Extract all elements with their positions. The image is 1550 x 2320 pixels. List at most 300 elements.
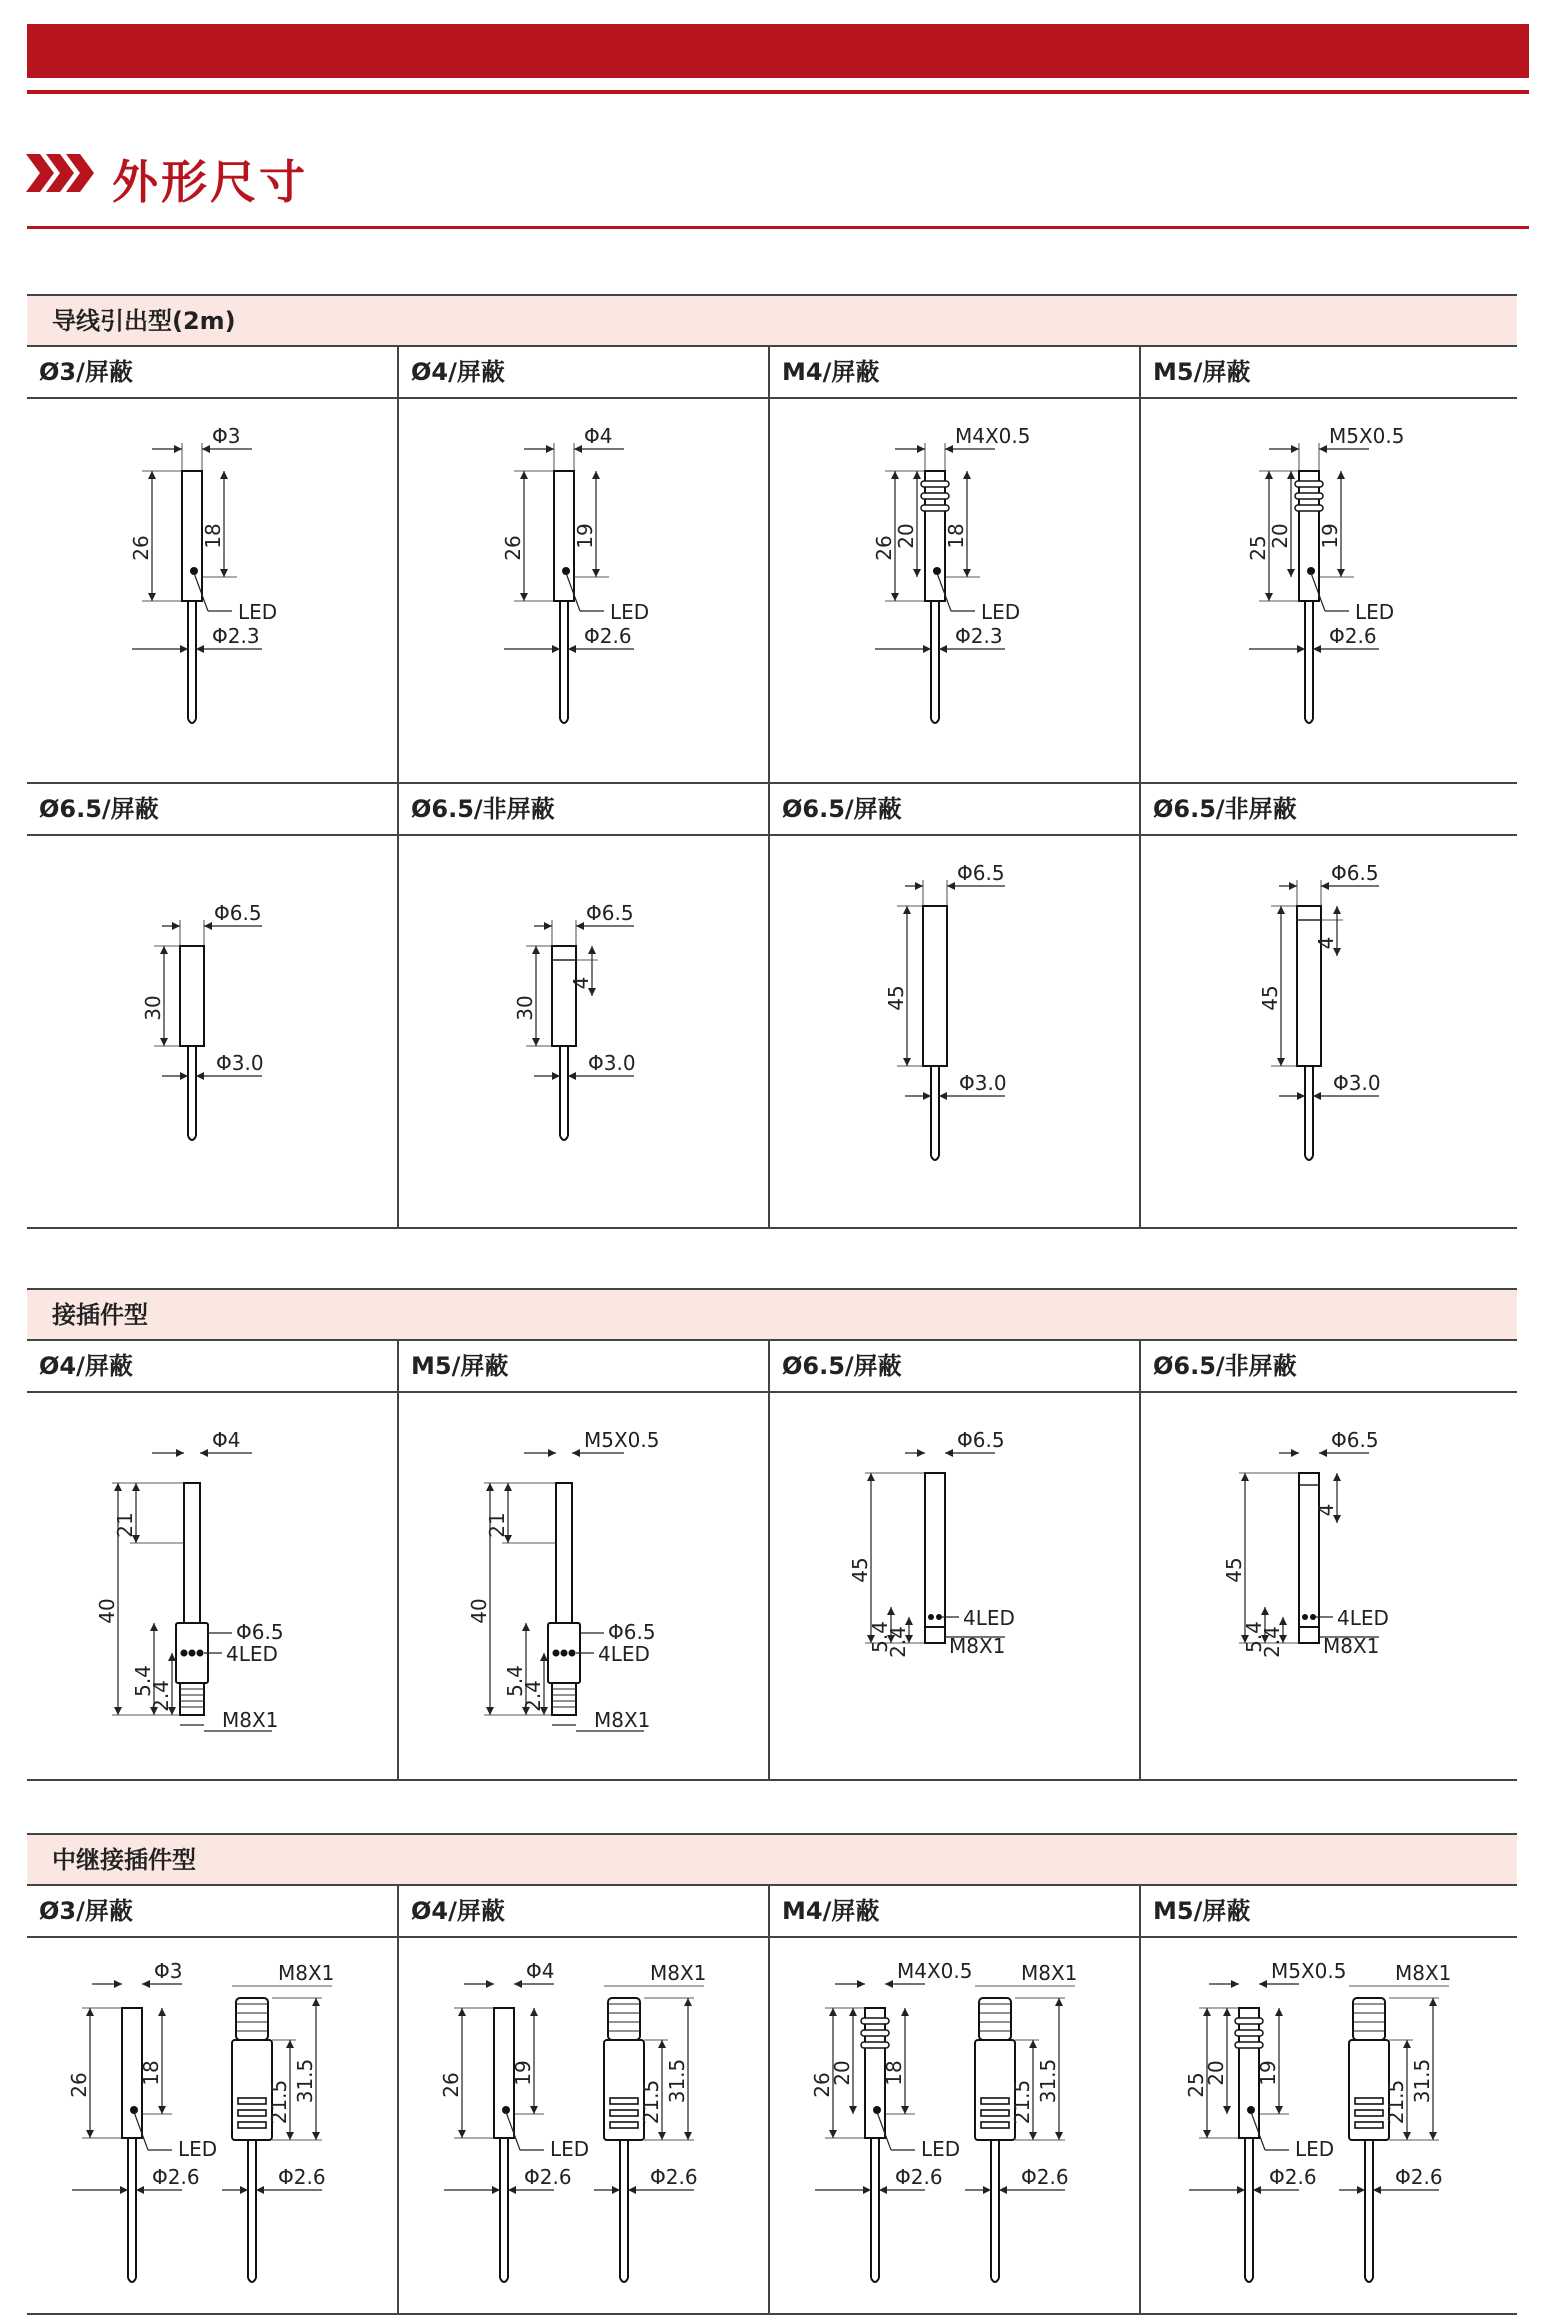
arrowhead	[1313, 645, 1321, 653]
drawing-cell	[399, 784, 770, 1229]
dim-label: 19	[1256, 2060, 1280, 2086]
cell-title: Ø6.5/屏蔽	[27, 784, 397, 836]
arrowhead	[849, 2008, 857, 2016]
grip-ring	[610, 2098, 638, 2104]
drawing-cell	[1141, 347, 1517, 784]
dim-label: M4X0.5	[897, 1959, 973, 1983]
cable-end	[128, 2278, 136, 2282]
cable-end	[188, 719, 196, 723]
arrowhead	[546, 445, 554, 453]
dim-label: 5.4	[503, 1665, 527, 1697]
cell-title: M4/屏蔽	[770, 1886, 1139, 1938]
cable-end	[1365, 2278, 1373, 2282]
cell-title: Ø6.5/屏蔽	[770, 784, 1139, 836]
dim-label: M4X0.5	[955, 424, 1031, 448]
drawing-group	[67, 1959, 334, 2282]
drawing-cell	[27, 347, 399, 784]
arrowhead	[530, 2008, 538, 2016]
dim-label: 45	[1258, 985, 1282, 1011]
thread-ring	[921, 505, 949, 511]
arrowhead	[532, 1038, 540, 1046]
drawing-area	[1141, 1938, 1517, 2313]
arrowhead	[148, 471, 156, 479]
arrowhead	[168, 1653, 176, 1661]
arrowhead	[1055, 2132, 1063, 2140]
dim-label: Φ2.3	[212, 624, 260, 648]
arrowhead	[120, 2186, 128, 2194]
dim-label: 4	[569, 976, 593, 990]
arrowhead	[1287, 471, 1295, 479]
dim-label: Φ3	[154, 1959, 183, 1983]
dim-label: 20	[1268, 523, 1292, 549]
arrowhead	[200, 1449, 208, 1457]
arrowhead	[999, 2186, 1007, 2194]
arrowhead	[913, 569, 921, 577]
arrowhead	[568, 1072, 576, 1080]
arrowhead	[1291, 1449, 1299, 1457]
drawing-grid	[27, 1341, 1517, 1781]
dim-label: Φ6.5	[1331, 861, 1379, 885]
arrowhead	[220, 569, 228, 577]
drawing-cell	[27, 1341, 399, 1781]
arrowhead	[1277, 906, 1285, 914]
arrowhead	[1237, 2186, 1245, 2194]
dim-label: M8X1	[278, 1961, 335, 1985]
dim-label: M8X1	[949, 1634, 1006, 1658]
arrowhead	[1279, 1617, 1287, 1625]
dim-label: Φ6.5	[1331, 1428, 1379, 1452]
connector-thread	[180, 1683, 204, 1715]
cable-end	[1245, 2278, 1253, 2282]
arrowhead	[544, 922, 552, 930]
arrowhead	[857, 1980, 865, 1988]
arrowhead	[160, 946, 168, 954]
drawing-area	[399, 1938, 768, 2313]
arrowhead	[1403, 2132, 1411, 2140]
dim-label: 5.4	[1242, 1621, 1266, 1653]
drawing-area	[399, 399, 768, 782]
dim-label: Φ2.6	[1269, 2165, 1317, 2189]
arrowhead	[196, 645, 204, 653]
drawing-cell	[27, 1886, 399, 2313]
arrowhead	[486, 1483, 494, 1491]
arrowhead	[132, 1483, 140, 1491]
dim-label: 45	[848, 1557, 872, 1583]
top-red-rule	[27, 90, 1529, 94]
dim-label: Φ2.3	[955, 624, 1003, 648]
dim-label: Φ3.0	[588, 1051, 636, 1075]
arrowhead	[1297, 1092, 1305, 1100]
cell-title: Ø4/屏蔽	[399, 347, 768, 399]
technical-drawing	[770, 836, 1139, 1227]
arrowhead	[1297, 645, 1305, 653]
cable-end	[620, 2278, 628, 2282]
drawing-group	[513, 901, 636, 1140]
drawing-cell	[770, 347, 1141, 784]
drawing-area	[27, 399, 397, 782]
cell-title: M4/屏蔽	[770, 347, 1139, 399]
drawing-group	[501, 424, 649, 723]
arrowhead	[891, 471, 899, 479]
arrowhead	[887, 1607, 895, 1615]
cell-title: M5/屏蔽	[1141, 347, 1517, 399]
sensor-body	[925, 1473, 945, 1627]
arrowhead	[1277, 1058, 1285, 1066]
dim-label: 26	[67, 2072, 91, 2098]
dim-label: Φ2.6	[1021, 2165, 1069, 2189]
cable-end	[188, 1136, 196, 1140]
arrowhead	[552, 645, 560, 653]
led-dot	[561, 1650, 568, 1657]
dim-label: Φ2.6	[152, 2165, 200, 2189]
dim-label: 26	[129, 535, 153, 561]
dim-label: 26	[810, 2072, 834, 2098]
arrowhead	[1321, 882, 1329, 890]
thread-ring	[1295, 493, 1323, 499]
connector-thread	[1299, 1627, 1319, 1643]
arrowhead	[202, 445, 210, 453]
arrowhead	[1319, 1449, 1327, 1457]
dim-label: 21.5	[639, 2079, 663, 2125]
dim-label: 26	[439, 2072, 463, 2098]
dim-label: LED	[921, 2137, 961, 2161]
dim-label: LED	[981, 600, 1021, 624]
arrowhead	[963, 471, 971, 479]
arrowhead	[114, 1707, 122, 1715]
arrowhead	[1203, 2130, 1211, 2138]
arrowhead	[1429, 1998, 1437, 2006]
top-red-bar	[27, 24, 1529, 78]
arrowhead	[572, 1449, 580, 1457]
dim-label: 4LED	[226, 1642, 278, 1666]
technical-drawing	[399, 399, 768, 782]
arrowhead	[939, 645, 947, 653]
arrowhead	[540, 1653, 548, 1661]
dim-label: M8X1	[594, 1708, 651, 1732]
arrowhead	[983, 2186, 991, 2194]
technical-drawing	[770, 399, 1139, 782]
arrowhead	[915, 882, 923, 890]
arrowhead	[1259, 1980, 1267, 1988]
led-dot	[553, 1650, 560, 1657]
arrowhead	[923, 1092, 931, 1100]
arrowhead	[1241, 1473, 1249, 1481]
technical-drawing	[1141, 836, 1517, 1227]
grip-ring	[1355, 2110, 1383, 2116]
arrowhead	[592, 569, 600, 577]
technical-drawing	[27, 836, 397, 1227]
dim-label: LED	[1295, 2137, 1335, 2161]
dim-label: M8X1	[1021, 1961, 1078, 1985]
cable-end	[871, 2278, 879, 2282]
arrowhead	[903, 1058, 911, 1066]
section-relay-connector	[27, 1833, 1517, 2313]
dim-label: Φ6.5	[586, 901, 634, 925]
drawing-grid	[27, 1886, 1517, 2313]
drawing-group	[1184, 1959, 1451, 2282]
arrowhead	[158, 2008, 166, 2016]
drawing-cell	[770, 1341, 1141, 1781]
arrowhead	[588, 946, 596, 954]
dim-label: 21.5	[1010, 2079, 1034, 2125]
grip-ring	[981, 2110, 1009, 2116]
dim-label: 30	[141, 995, 165, 1021]
arrowhead	[1265, 471, 1273, 479]
technical-drawing	[27, 1393, 397, 1779]
thread-ring	[921, 493, 949, 499]
dim-label: 4LED	[1337, 1606, 1389, 1630]
arrowhead	[204, 922, 212, 930]
dim-label: 20	[1204, 2060, 1228, 2086]
arrowhead	[1275, 2008, 1283, 2016]
arrowhead	[905, 1617, 913, 1625]
dim-label: 21.5	[1384, 2079, 1408, 2125]
dim-label: 18	[944, 523, 968, 549]
dim-label: Φ2.6	[1395, 2165, 1443, 2189]
arrowhead	[220, 471, 228, 479]
dim-label: 18	[139, 2060, 163, 2086]
drawing-cell	[770, 1886, 1141, 2313]
arrowhead	[963, 569, 971, 577]
arrowhead	[1287, 569, 1295, 577]
drawing-group	[1222, 1428, 1389, 1658]
dim-label: 20	[894, 523, 918, 549]
led-dot	[181, 1650, 188, 1657]
dim-label: LED	[178, 2137, 218, 2161]
dim-label: 21.5	[267, 2079, 291, 2125]
dim-label: 45	[884, 985, 908, 1011]
dim-label: 5.4	[868, 1621, 892, 1653]
grip-ring	[981, 2122, 1009, 2128]
drawing-area	[770, 1938, 1139, 2313]
arrowhead	[458, 2130, 466, 2138]
arrowhead	[1429, 2132, 1437, 2140]
grip-ring	[238, 2110, 266, 2116]
thread-ring	[921, 481, 949, 487]
dim-label: 18	[882, 2060, 906, 2086]
sensor-body	[1297, 906, 1321, 1066]
sensor-body	[180, 946, 204, 1046]
technical-drawing	[1141, 1938, 1517, 2313]
dim-label: 20	[830, 2060, 854, 2086]
grip-ring	[1355, 2122, 1383, 2128]
dim-label: M8X1	[1323, 1634, 1380, 1658]
technical-drawing	[399, 1938, 768, 2313]
arrowhead	[520, 593, 528, 601]
arrowhead	[514, 1980, 522, 1988]
technical-drawing	[1141, 1393, 1517, 1779]
arrowhead	[158, 2106, 166, 2114]
thread-ring	[1235, 2042, 1263, 2048]
drawing-cell	[1141, 784, 1517, 1229]
dim-label: Φ3	[212, 424, 241, 448]
arrowhead	[945, 1449, 953, 1457]
arrowhead	[504, 1483, 512, 1491]
section-connector	[27, 1288, 1517, 1781]
dim-label: M8X1	[1395, 1961, 1452, 1985]
connector-thread	[925, 1627, 945, 1643]
drawing-cell	[27, 784, 399, 1229]
dim-label: 2.4	[1260, 1626, 1284, 1658]
cell-title: Ø3/屏蔽	[27, 1886, 397, 1938]
arrowhead	[86, 2008, 94, 2016]
dim-label: Φ2.6	[524, 2165, 572, 2189]
dim-label: M5X0.5	[1271, 1959, 1347, 1983]
cable-end	[500, 2278, 508, 2282]
drawing-cell	[1141, 1886, 1517, 2313]
arrowhead	[312, 2132, 320, 2140]
arrowhead	[612, 2186, 620, 2194]
arrowhead	[142, 1980, 150, 1988]
dim-label: M8X1	[222, 1708, 279, 1732]
sensor-body	[925, 471, 945, 601]
dim-label: M8X1	[650, 1961, 707, 1985]
drawing-area	[770, 1393, 1139, 1779]
dim-label: 18	[201, 523, 225, 549]
dim-label: 31.5	[1036, 2058, 1060, 2104]
dim-label: 4	[1314, 1503, 1338, 1517]
section-lead-wire	[27, 294, 1517, 1229]
arrowhead	[1261, 1607, 1269, 1615]
arrowhead	[945, 445, 953, 453]
arrowhead	[1291, 445, 1299, 453]
arrowhead	[1373, 2186, 1381, 2194]
technical-drawing	[27, 399, 397, 782]
drawing-group	[872, 424, 1031, 723]
arrowhead	[628, 2186, 636, 2194]
dim-label: LED	[238, 600, 278, 624]
arrowhead	[917, 1449, 925, 1457]
drawing-area	[1141, 836, 1517, 1227]
cell-title: Ø4/屏蔽	[399, 1886, 768, 1938]
sensor-body	[1299, 471, 1319, 601]
dim-label: LED	[550, 2137, 590, 2161]
sensor-body	[1299, 1473, 1319, 1627]
cell-title: Ø3/屏蔽	[27, 347, 397, 399]
drawing-cell	[1141, 1341, 1517, 1781]
arrowhead	[160, 1038, 168, 1046]
arrowhead	[1275, 2106, 1283, 2114]
drawing-area	[27, 1938, 397, 2313]
arrowhead	[923, 645, 931, 653]
dim-label: 5.4	[131, 1665, 155, 1697]
arrowhead	[1203, 2008, 1211, 2016]
sensor-body	[556, 1483, 572, 1623]
arrowhead	[532, 946, 540, 954]
arrowhead	[891, 593, 899, 601]
drawing-area	[1141, 1393, 1517, 1779]
technical-drawing	[399, 1393, 768, 1779]
arrowhead	[849, 2106, 857, 2114]
technical-drawing	[770, 1393, 1139, 1779]
dim-label: 31.5	[665, 2058, 689, 2104]
arrowhead	[180, 1072, 188, 1080]
arrowhead	[174, 445, 182, 453]
dim-label: 2.4	[886, 1626, 910, 1658]
sensor-body	[184, 1483, 200, 1623]
dim-label: Φ6.5	[957, 1428, 1005, 1452]
dim-label: 25	[1184, 2072, 1208, 2098]
dim-label: 26	[872, 535, 896, 561]
arrowhead	[286, 2040, 294, 2048]
dim-label: Φ2.6	[650, 2165, 698, 2189]
dim-label: 21	[113, 1512, 137, 1538]
arrowhead	[829, 2008, 837, 2016]
arrowhead	[256, 2186, 264, 2194]
dim-label: 25	[1246, 535, 1270, 561]
drawing-cell	[399, 1341, 770, 1781]
drawing-grid	[27, 347, 1517, 1229]
drawing-cell	[770, 784, 1141, 1229]
drawing-group	[848, 1428, 1015, 1658]
cable-end	[1305, 719, 1313, 723]
drawing-area	[27, 836, 397, 1227]
dim-label: Φ4	[212, 1428, 241, 1452]
arrowhead	[312, 1998, 320, 2006]
led-dot	[197, 1650, 204, 1657]
arrowhead	[172, 922, 180, 930]
sensor-body	[923, 906, 947, 1066]
grip-ring	[238, 2098, 266, 2104]
dim-label: 40	[467, 1598, 491, 1624]
dim-label: 4LED	[963, 1606, 1015, 1630]
dim-label: 4	[1314, 936, 1338, 950]
arrowhead	[1313, 1092, 1321, 1100]
drawing-area	[1141, 399, 1517, 782]
arrowhead	[867, 1473, 875, 1481]
led-dot	[569, 1650, 576, 1657]
arrowhead	[114, 1980, 122, 1988]
thread-ring	[1235, 2030, 1263, 2036]
dim-label: Φ6.5	[957, 861, 1005, 885]
arrowhead	[1333, 906, 1341, 914]
arrowhead	[947, 882, 955, 890]
arrowhead	[1231, 1980, 1239, 1988]
grip-ring	[238, 2122, 266, 2128]
heading-rule	[27, 226, 1529, 229]
cable-end	[248, 2278, 256, 2282]
led-dot	[928, 1614, 934, 1620]
drawing-group	[95, 1428, 284, 1732]
drawing-group	[467, 1428, 660, 1732]
drawing-group	[884, 861, 1007, 1160]
arrowhead	[458, 2008, 466, 2016]
dim-label: Φ4	[526, 1959, 555, 1983]
dim-label: 45	[1222, 1557, 1246, 1583]
cell-title: Ø6.5/非屏蔽	[1141, 1341, 1517, 1393]
arrowhead	[1319, 445, 1327, 453]
arrowhead	[592, 471, 600, 479]
cable-end	[991, 2278, 999, 2282]
dim-label: 19	[573, 523, 597, 549]
technical-drawing	[770, 1938, 1139, 2313]
arrowhead	[196, 1072, 204, 1080]
cable-end	[931, 719, 939, 723]
arrowhead	[136, 2186, 144, 2194]
dim-label: 2.4	[149, 1680, 173, 1712]
section-title: 导线引出型(2m)	[27, 294, 1517, 347]
arrowhead	[576, 922, 584, 930]
technical-drawing	[399, 836, 768, 1227]
drawing-group	[129, 424, 277, 723]
arrowhead	[114, 1483, 122, 1491]
cell-title: Ø6.5/非屏蔽	[399, 784, 768, 836]
thread-ring	[861, 2030, 889, 2036]
dim-label: M5X0.5	[1329, 424, 1405, 448]
dim-label: 40	[95, 1598, 119, 1624]
arrowhead	[684, 1998, 692, 2006]
arrowhead	[176, 1449, 184, 1457]
